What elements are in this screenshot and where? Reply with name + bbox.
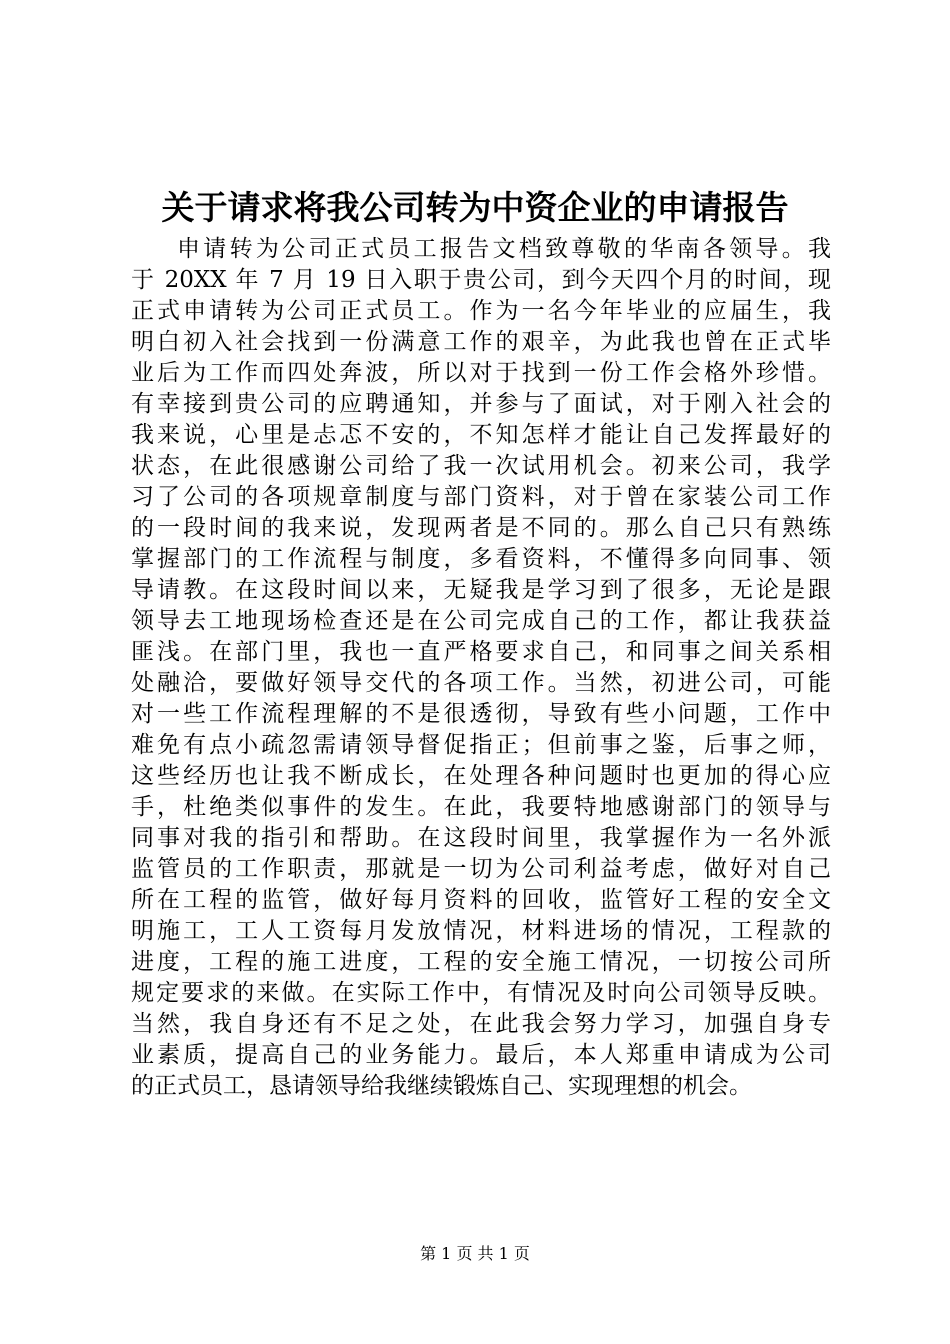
body-line: 同事对我的指引和帮助。在这段时间里，我掌握作为一名外派 — [131, 825, 831, 851]
body-line: 进度，工程的施工进度，工程的安全施工情况，一切按公司所 — [131, 949, 831, 975]
body-line: 对一些工作流程理解的不是很透彻，导致有些小问题，工作中 — [131, 701, 831, 727]
body-line: 业后为工作而四处奔波，所以对于找到一份工作会格外珍惜。 — [131, 360, 831, 386]
body-line: 于 20XX 年 7 月 19 日入职于贵公司，到今天四个月的时间，现 — [131, 267, 831, 293]
body-line: 明白初入社会找到一份满意工作的艰辛，为此我也曾在正式毕 — [131, 329, 831, 355]
body-line: 业素质，提高自己的业务能力。最后，本人郑重申请成为公司 — [131, 1042, 831, 1068]
body-line: 有幸接到贵公司的应聘通知，并参与了面试，对于刚入社会的 — [131, 391, 831, 417]
body-line: 匪浅。在部门里，我也一直严格要求自己，和同事之间关系相 — [131, 639, 831, 665]
body-line: 习了公司的各项规章制度与部门资料，对于曾在家装公司工作 — [131, 484, 831, 510]
body-line: 领导去工地现场检查还是在公司完成自己的工作，都让我获益 — [131, 608, 831, 634]
body-line: 我来说，心里是忐忑不安的，不知怎样才能让自己发挥最好的 — [131, 422, 831, 448]
body-line: 监管员的工作职责，那就是一切为公司利益考虑，做好对自己 — [131, 856, 831, 882]
page-footer: 第 1 页 共 1 页 — [420, 1244, 530, 1263]
body-line: 明施工，工人工资每月发放情况，材料进场的情况，工程款的 — [131, 918, 831, 944]
body-line: 手，杜绝类似事件的发生。在此，我要特地感谢部门的领导与 — [131, 794, 831, 820]
body-line: 当然，我自身还有不足之处，在此我会努力学习，加强自身专 — [131, 1011, 831, 1037]
body-line: 状态，在此很感谢公司给了我一次试用机会。初来公司，我学 — [131, 453, 831, 479]
document-title: 关于请求将我公司转为中资企业的申请报告 — [161, 188, 789, 227]
body-line: 这些经历也让我不断成长，在处理各种问题时也更加的得心应 — [131, 763, 831, 789]
body-line: 掌握部门的工作流程与制度，多看资料，不懂得多向同事、领 — [131, 546, 831, 572]
body-line: 规定要求的来做。在实际工作中，有情况及时向公司领导反映。 — [131, 980, 831, 1006]
body-line: 正式申请转为公司正式员工。作为一名今年毕业的应届生，我 — [131, 298, 831, 324]
body-line: 的一段时间的我来说，发现两者是不同的。那么自己只有熟练 — [131, 515, 831, 541]
body-line: 处融洽，要做好领导交代的各项工作。当然，初进公司，可能 — [131, 670, 831, 696]
document-body — [131, 234, 831, 1102]
body-line: 导请教。在这段时间以来，无疑我是学习到了很多，无论是跟 — [131, 577, 831, 603]
body-line: 的正式员工，恳请领导给我继续锻炼自己、实现理想的机会。 — [131, 1073, 752, 1099]
body-line: 难免有点小疏忽需请领导督促指正；但前事之鉴，后事之师， — [131, 732, 831, 758]
body-line: 申请转为公司正式员工报告文档致尊敬的华南各领导。我 — [177, 236, 831, 262]
body-line: 所在工程的监管，做好每月资料的回收，监管好工程的安全文 — [131, 887, 831, 913]
